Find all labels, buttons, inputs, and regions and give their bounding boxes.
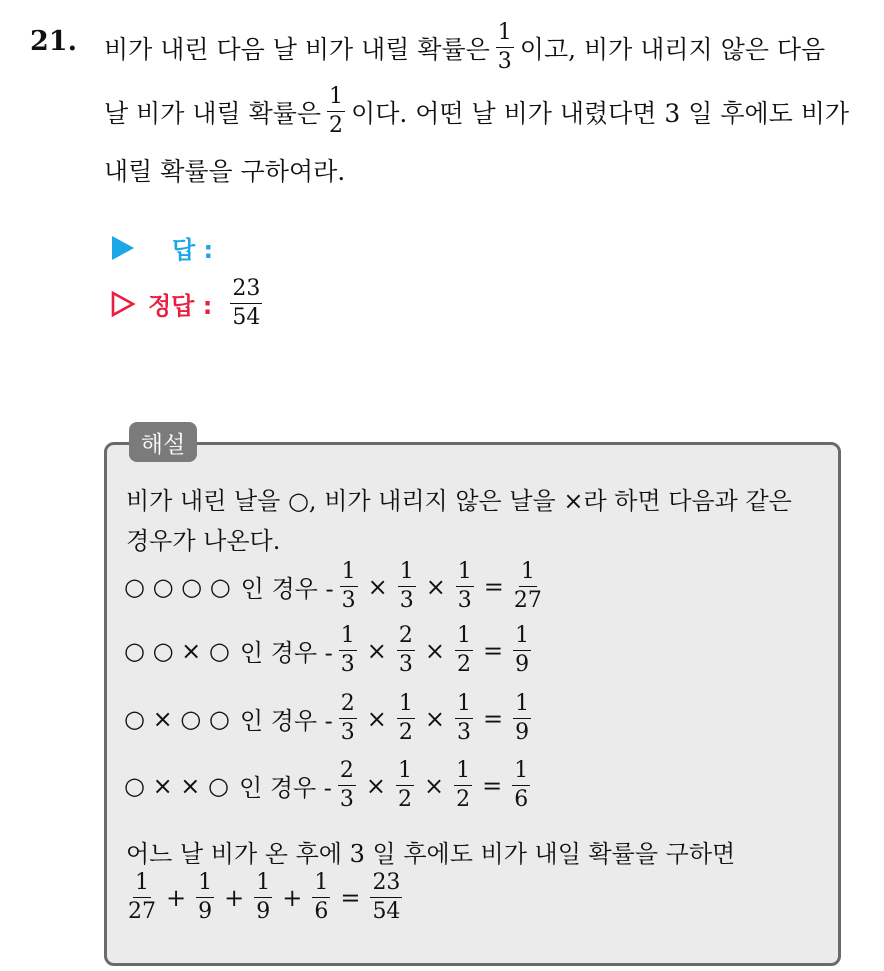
explanation-text: 비가 내린 날을 ○, 비가 내리지 않은 날을 ×라 하면 다음과 같은: [126, 487, 792, 515]
numerator: 1: [133, 872, 151, 898]
case-label: 인 경우 -: [239, 639, 333, 667]
case-pattern: ○ × × ○: [124, 771, 229, 800]
fraction: [128, 872, 156, 923]
case-row: [124, 760, 536, 811]
fraction: [398, 561, 416, 612]
numerator: 2: [397, 625, 415, 651]
numerator: 1: [397, 693, 415, 719]
numerator: 23: [370, 872, 402, 898]
plus-sign: +: [224, 883, 245, 912]
denominator: 9: [515, 652, 530, 677]
numerator: 1: [455, 693, 473, 719]
equals-sign: =: [482, 704, 504, 733]
numerator: 1: [513, 625, 531, 651]
fraction: [456, 561, 474, 612]
denominator: 3: [339, 787, 354, 812]
denominator: 9: [256, 899, 271, 924]
denominator: 3: [340, 652, 355, 677]
denominator: 2: [456, 652, 471, 677]
times-sign: ×: [424, 636, 445, 665]
denominator: 3: [341, 588, 356, 613]
fraction: [496, 22, 514, 73]
explanation-conclusion: [126, 834, 735, 869]
numerator: 1: [312, 872, 330, 898]
question-line-3: [104, 152, 345, 188]
denominator: 2: [398, 787, 413, 812]
explanation-intro-2: [126, 521, 280, 556]
fraction: [397, 693, 415, 744]
case-row: [124, 561, 548, 612]
denominator: 3: [340, 720, 355, 745]
numerator: 1: [254, 872, 272, 898]
fraction: [254, 872, 272, 923]
denominator: 54: [232, 305, 261, 330]
denominator: 54: [372, 899, 401, 924]
numerator: 1: [519, 561, 537, 587]
fraction: [396, 760, 414, 811]
denominator: 9: [515, 720, 530, 745]
denominator: 27: [128, 899, 156, 924]
times-sign: ×: [366, 636, 387, 665]
numerator: 1: [327, 86, 345, 112]
correct-answer-fraction: [230, 278, 262, 329]
question-text: 이다. 어떤 날 비가 내렸다면 3 일 후에도 비가: [351, 98, 850, 128]
denominator: 9: [198, 899, 213, 924]
fraction: [339, 625, 357, 676]
case-label: 인 경우 -: [239, 707, 333, 735]
explanation-text: 어느 날 비가 온 후에 3 일 후에도 비가 내일 확률을 구하면: [126, 840, 736, 868]
denominator: 3: [399, 588, 414, 613]
fraction: [196, 872, 214, 923]
fraction: [514, 561, 542, 612]
fraction: [513, 693, 531, 744]
question-text: 비가 내린 다음 날 비가 내릴 확률은: [104, 34, 490, 64]
times-sign: ×: [365, 771, 387, 800]
fraction: [370, 872, 402, 923]
denominator: 3: [497, 49, 512, 74]
times-sign: ×: [424, 771, 445, 800]
correct-answer-row: [110, 278, 268, 329]
denominator: 6: [514, 787, 529, 812]
numerator: 1: [396, 760, 414, 786]
plus-sign: +: [282, 883, 303, 912]
denominator: 6: [314, 899, 329, 924]
explanation-text: 경우가 나온다.: [126, 527, 281, 555]
equals-sign: =: [483, 572, 504, 601]
times-sign: ×: [367, 572, 388, 601]
play-outline-icon: [110, 290, 136, 318]
case-row: [124, 693, 537, 744]
explanation-title: 해설: [129, 422, 197, 462]
case-row: [124, 625, 537, 676]
case-pattern: ○ ○ ○ ○: [124, 572, 231, 601]
answer-row: [112, 230, 213, 265]
times-sign: ×: [424, 704, 445, 733]
fraction: [312, 872, 330, 923]
question-text: 내릴 확률을 구하여라.: [104, 157, 346, 186]
denominator: 2: [398, 720, 413, 745]
numerator: 1: [454, 760, 472, 786]
times-sign: ×: [366, 704, 387, 733]
fraction: [327, 86, 345, 137]
answer-label: 답 :: [172, 236, 214, 264]
numerator: 1: [496, 22, 514, 48]
explanation-intro-1: [126, 481, 792, 516]
times-sign: ×: [425, 572, 446, 601]
numerator: 1: [398, 561, 416, 587]
denominator: 3: [456, 720, 471, 745]
numerator: 1: [339, 625, 357, 651]
fraction: [397, 625, 415, 676]
denominator: 3: [457, 588, 472, 613]
case-pattern: ○ × ○ ○: [124, 704, 230, 733]
fraction: [340, 561, 358, 612]
equals-sign: =: [482, 771, 503, 800]
case-pattern: ○ ○ × ○: [124, 636, 230, 665]
denominator: 3: [398, 652, 413, 677]
question-text: 이고, 비가 내리지 않은 다음: [519, 34, 826, 64]
numerator: 1: [512, 760, 530, 786]
numerator: 1: [456, 561, 474, 587]
denominator: 2: [329, 113, 344, 138]
numerator: 2: [338, 760, 356, 786]
fraction: [338, 760, 356, 811]
fraction: [512, 760, 530, 811]
numerator: 1: [196, 872, 214, 898]
numerator: 23: [230, 278, 262, 304]
fraction: [454, 760, 472, 811]
case-label: 인 경우 -: [239, 774, 332, 802]
equals-sign: =: [340, 883, 361, 912]
correct-answer-label: 정답 :: [148, 292, 213, 320]
numerator: 1: [455, 625, 473, 651]
numerator: 1: [513, 693, 531, 719]
plus-sign: +: [166, 883, 187, 912]
fraction: [455, 625, 473, 676]
question-text: 날 비가 내릴 확률은: [104, 98, 322, 128]
denominator: 27: [513, 588, 542, 613]
question-number: 21.: [30, 26, 77, 57]
case-label: 인 경우 -: [240, 575, 334, 603]
numerator: 2: [339, 693, 357, 719]
sum-equation: [122, 872, 408, 923]
question-line-2: [104, 86, 849, 137]
fraction: [455, 693, 473, 744]
numerator: 1: [340, 561, 358, 587]
equals-sign: =: [482, 636, 504, 665]
question-line-1: [104, 22, 825, 73]
fraction: [339, 693, 357, 744]
fraction: [513, 625, 531, 676]
play-icon: [112, 236, 134, 260]
denominator: 2: [456, 787, 471, 812]
